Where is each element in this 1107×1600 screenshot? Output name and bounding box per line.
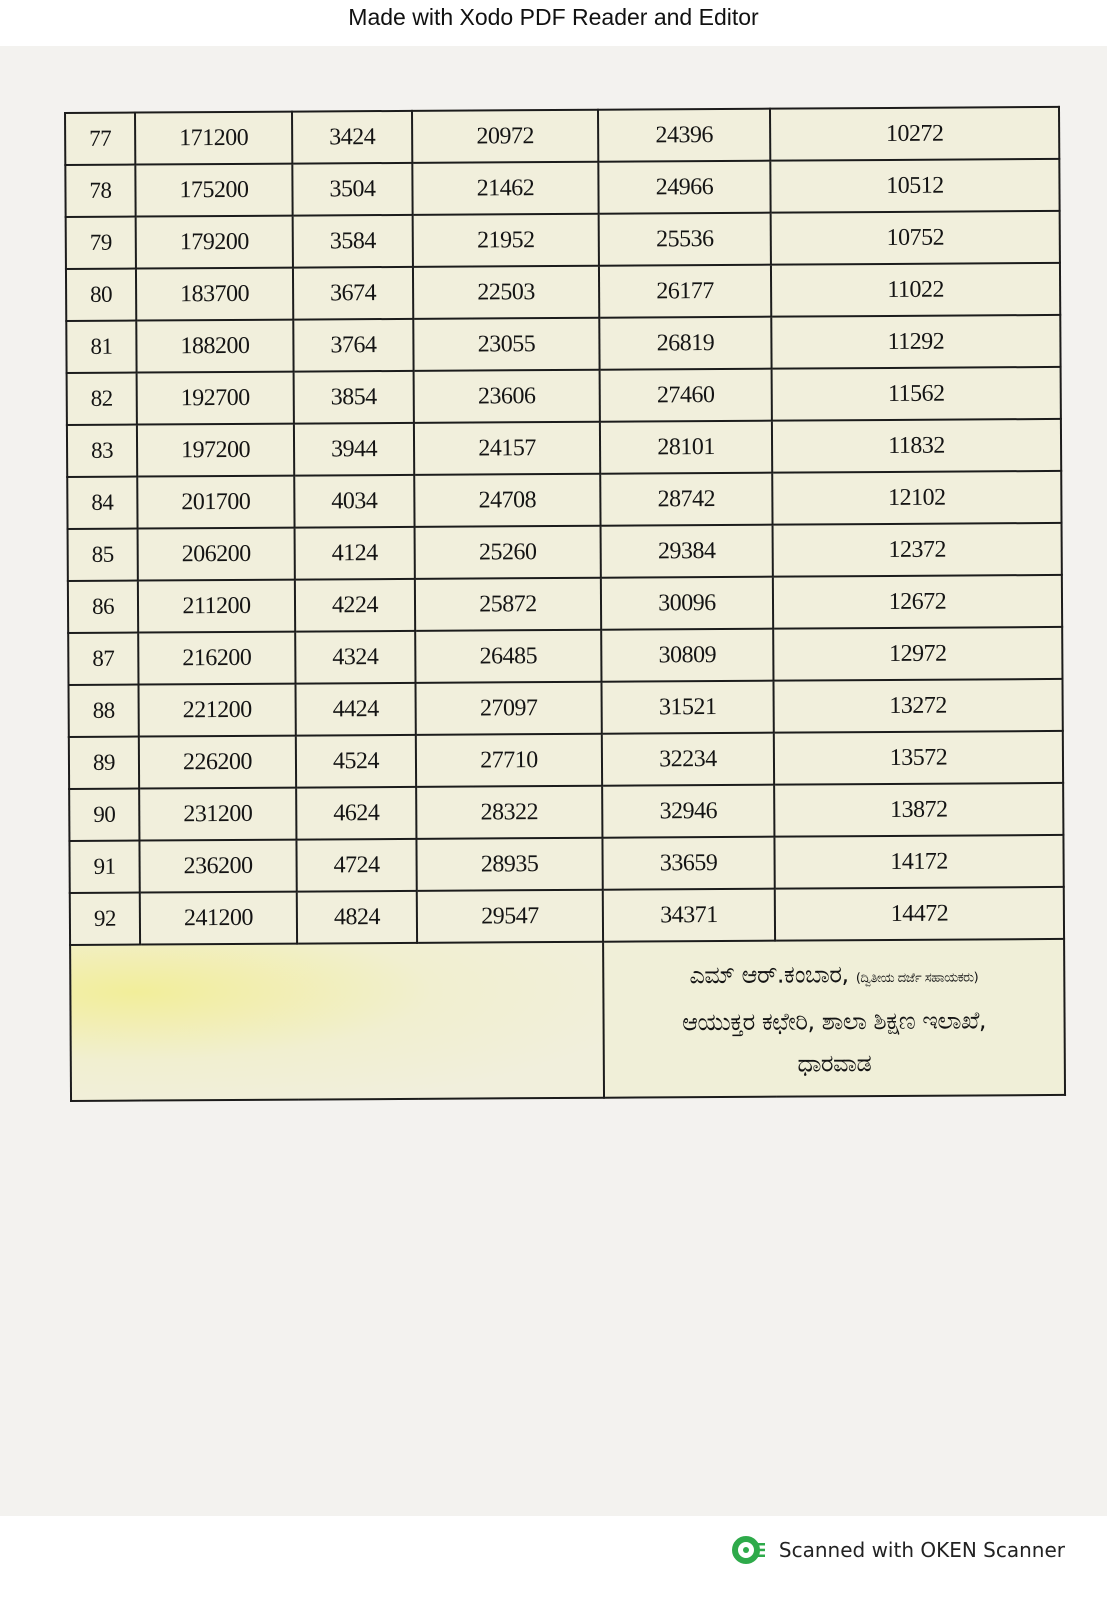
table-cell: 197200 bbox=[137, 424, 294, 477]
table-cell: 3944 bbox=[294, 423, 414, 476]
table-cell: 24708 bbox=[414, 474, 600, 527]
table-row bbox=[67, 367, 1061, 425]
table-cell: 171200 bbox=[135, 112, 292, 165]
row-number-cell: 78 bbox=[65, 165, 135, 217]
table-cell: 12102 bbox=[772, 471, 1061, 525]
table-cell: 23055 bbox=[413, 318, 599, 371]
signatory-name: ಎಮ್ ಆರ್.ಕಂಬಾರ, bbox=[689, 959, 849, 989]
table-cell: 4724 bbox=[296, 839, 416, 892]
table-cell: 32234 bbox=[602, 733, 774, 786]
table-cell: 23606 bbox=[414, 370, 600, 423]
table-cell: 4124 bbox=[295, 527, 415, 580]
oken-watermark bbox=[731, 1534, 1065, 1566]
table-cell: 27460 bbox=[600, 369, 772, 422]
table-cell: 211200 bbox=[138, 580, 295, 633]
table-cell: 216200 bbox=[138, 632, 295, 685]
table-cell: 29384 bbox=[601, 525, 773, 578]
signatory-office: ಆಯುಕ್ತರ ಕಛೇರಿ, ಶಾಲಾ ಶಿಕ್ಷಣ ಇಲಾಖೆ, bbox=[682, 1005, 987, 1036]
table-cell: 33659 bbox=[602, 837, 774, 890]
table-cell: 4224 bbox=[295, 579, 415, 632]
row-number-cell: 90 bbox=[69, 789, 139, 841]
table-cell: 10512 bbox=[770, 159, 1059, 213]
table-cell: 34371 bbox=[603, 889, 775, 942]
table-cell: 3424 bbox=[292, 111, 412, 164]
table-cell: 4524 bbox=[296, 735, 416, 788]
table-cell: 14172 bbox=[774, 835, 1063, 889]
table-cell: 192700 bbox=[137, 372, 294, 425]
row-number-cell: 89 bbox=[69, 737, 139, 789]
table-cell: 4034 bbox=[294, 475, 414, 528]
table-cell: 10752 bbox=[771, 211, 1060, 265]
table-cell: 25260 bbox=[415, 526, 601, 579]
row-number-cell: 80 bbox=[66, 269, 136, 321]
table-cell: 29547 bbox=[417, 890, 603, 943]
table-cell: 12972 bbox=[773, 627, 1062, 681]
signature-cell bbox=[603, 939, 1065, 1098]
table-cell: 24157 bbox=[414, 422, 600, 475]
table-cell: 3854 bbox=[294, 371, 414, 424]
table-row bbox=[66, 315, 1060, 373]
row-number-cell: 91 bbox=[69, 841, 139, 893]
table-cell: 30809 bbox=[601, 629, 773, 682]
row-number-cell: 88 bbox=[69, 685, 139, 737]
table-cell: 201700 bbox=[137, 476, 294, 529]
table-row bbox=[68, 523, 1062, 581]
table-cell: 206200 bbox=[138, 528, 295, 581]
row-number-cell: 83 bbox=[67, 425, 137, 477]
row-number-cell: 87 bbox=[68, 633, 138, 685]
table-row bbox=[68, 627, 1062, 685]
table-cell: 24396 bbox=[598, 109, 770, 162]
data-table bbox=[64, 106, 1066, 1102]
table-cell: 241200 bbox=[140, 892, 297, 945]
table-cell: 3764 bbox=[293, 319, 413, 372]
xodo-banner bbox=[0, 0, 1107, 46]
table-cell: 4624 bbox=[296, 787, 416, 840]
table-cell: 175200 bbox=[135, 164, 292, 217]
table-row bbox=[66, 211, 1060, 269]
table-cell: 11832 bbox=[772, 419, 1061, 473]
table-cell: 26177 bbox=[599, 265, 771, 318]
table-row bbox=[68, 575, 1062, 633]
table-row bbox=[65, 159, 1059, 217]
table-row bbox=[65, 107, 1059, 165]
table-row bbox=[69, 783, 1063, 841]
signature-blank-cell bbox=[70, 942, 604, 1101]
table-row bbox=[70, 887, 1064, 945]
table-cell: 26819 bbox=[599, 317, 771, 370]
table-cell: 21462 bbox=[412, 162, 598, 215]
table-cell: 13272 bbox=[773, 679, 1062, 733]
row-number-cell: 92 bbox=[70, 893, 140, 945]
table-cell: 4824 bbox=[297, 891, 417, 944]
row-number-cell: 79 bbox=[66, 217, 136, 269]
row-number-cell: 86 bbox=[68, 581, 138, 633]
signatory-designation: (ದ್ವಿತೀಯ ದರ್ಜೆ ಸಹಾಯಕರು) bbox=[855, 969, 979, 986]
table-cell: 226200 bbox=[139, 736, 296, 789]
table-cell: 22503 bbox=[413, 266, 599, 319]
table-cell: 11292 bbox=[771, 315, 1060, 369]
row-number-cell: 81 bbox=[66, 321, 136, 373]
table-cell: 179200 bbox=[136, 216, 293, 269]
table-row bbox=[69, 679, 1063, 737]
row-number-cell: 77 bbox=[65, 113, 135, 165]
table-cell: 27097 bbox=[415, 682, 601, 735]
table-cell: 20972 bbox=[412, 110, 598, 163]
table-cell: 28935 bbox=[416, 838, 602, 891]
scanner-text: Scanned with OKEN Scanner bbox=[778, 1538, 1065, 1562]
table-cell: 32946 bbox=[602, 785, 774, 838]
table-cell: 24966 bbox=[598, 161, 770, 214]
table-cell: 4324 bbox=[295, 631, 415, 684]
row-number-cell: 82 bbox=[67, 373, 137, 425]
oken-logo-icon bbox=[731, 1534, 767, 1566]
table-row bbox=[69, 731, 1063, 789]
table-cell: 25872 bbox=[415, 578, 601, 631]
data-table-wrapper bbox=[64, 106, 1064, 1100]
table-cell: 10272 bbox=[770, 107, 1059, 161]
table-row bbox=[69, 835, 1063, 893]
table-cell: 28101 bbox=[600, 421, 772, 474]
table-cell: 3584 bbox=[293, 215, 413, 268]
table-cell: 14472 bbox=[775, 887, 1064, 941]
table-cell: 12372 bbox=[773, 523, 1062, 577]
table-cell: 13572 bbox=[774, 731, 1063, 785]
scanner-footer bbox=[0, 1516, 1107, 1600]
signature-row bbox=[70, 939, 1065, 1101]
table-cell: 3504 bbox=[292, 163, 412, 216]
table-cell: 11022 bbox=[771, 263, 1060, 317]
table-cell: 221200 bbox=[138, 684, 295, 737]
table-cell: 12672 bbox=[773, 575, 1062, 629]
table-cell: 236200 bbox=[139, 840, 296, 893]
table-cell: 13872 bbox=[774, 783, 1063, 837]
row-number-cell: 85 bbox=[68, 529, 138, 581]
table-cell: 3674 bbox=[293, 267, 413, 320]
table-cell: 11562 bbox=[772, 367, 1061, 421]
banner-text: Made with Xodo PDF Reader and Editor bbox=[348, 4, 759, 30]
signatory-city: ಧಾರವಾಡ bbox=[797, 1048, 872, 1078]
table-cell: 26485 bbox=[415, 630, 601, 683]
table-cell: 27710 bbox=[416, 734, 602, 787]
table-cell: 4424 bbox=[295, 683, 415, 736]
table-cell: 231200 bbox=[139, 788, 296, 841]
table-row bbox=[67, 471, 1061, 529]
table-cell: 188200 bbox=[136, 320, 293, 373]
signature-line-1 bbox=[604, 951, 1063, 1001]
table-cell: 31521 bbox=[601, 681, 773, 734]
table-cell: 28322 bbox=[416, 786, 602, 839]
table-row bbox=[66, 263, 1060, 321]
table-cell: 28742 bbox=[600, 473, 772, 526]
table-row bbox=[67, 419, 1061, 477]
row-number-cell: 84 bbox=[67, 477, 137, 529]
table-cell: 21952 bbox=[413, 214, 599, 267]
table-cell: 183700 bbox=[136, 268, 293, 321]
table-cell: 25536 bbox=[599, 213, 771, 266]
table-cell: 30096 bbox=[601, 577, 773, 630]
